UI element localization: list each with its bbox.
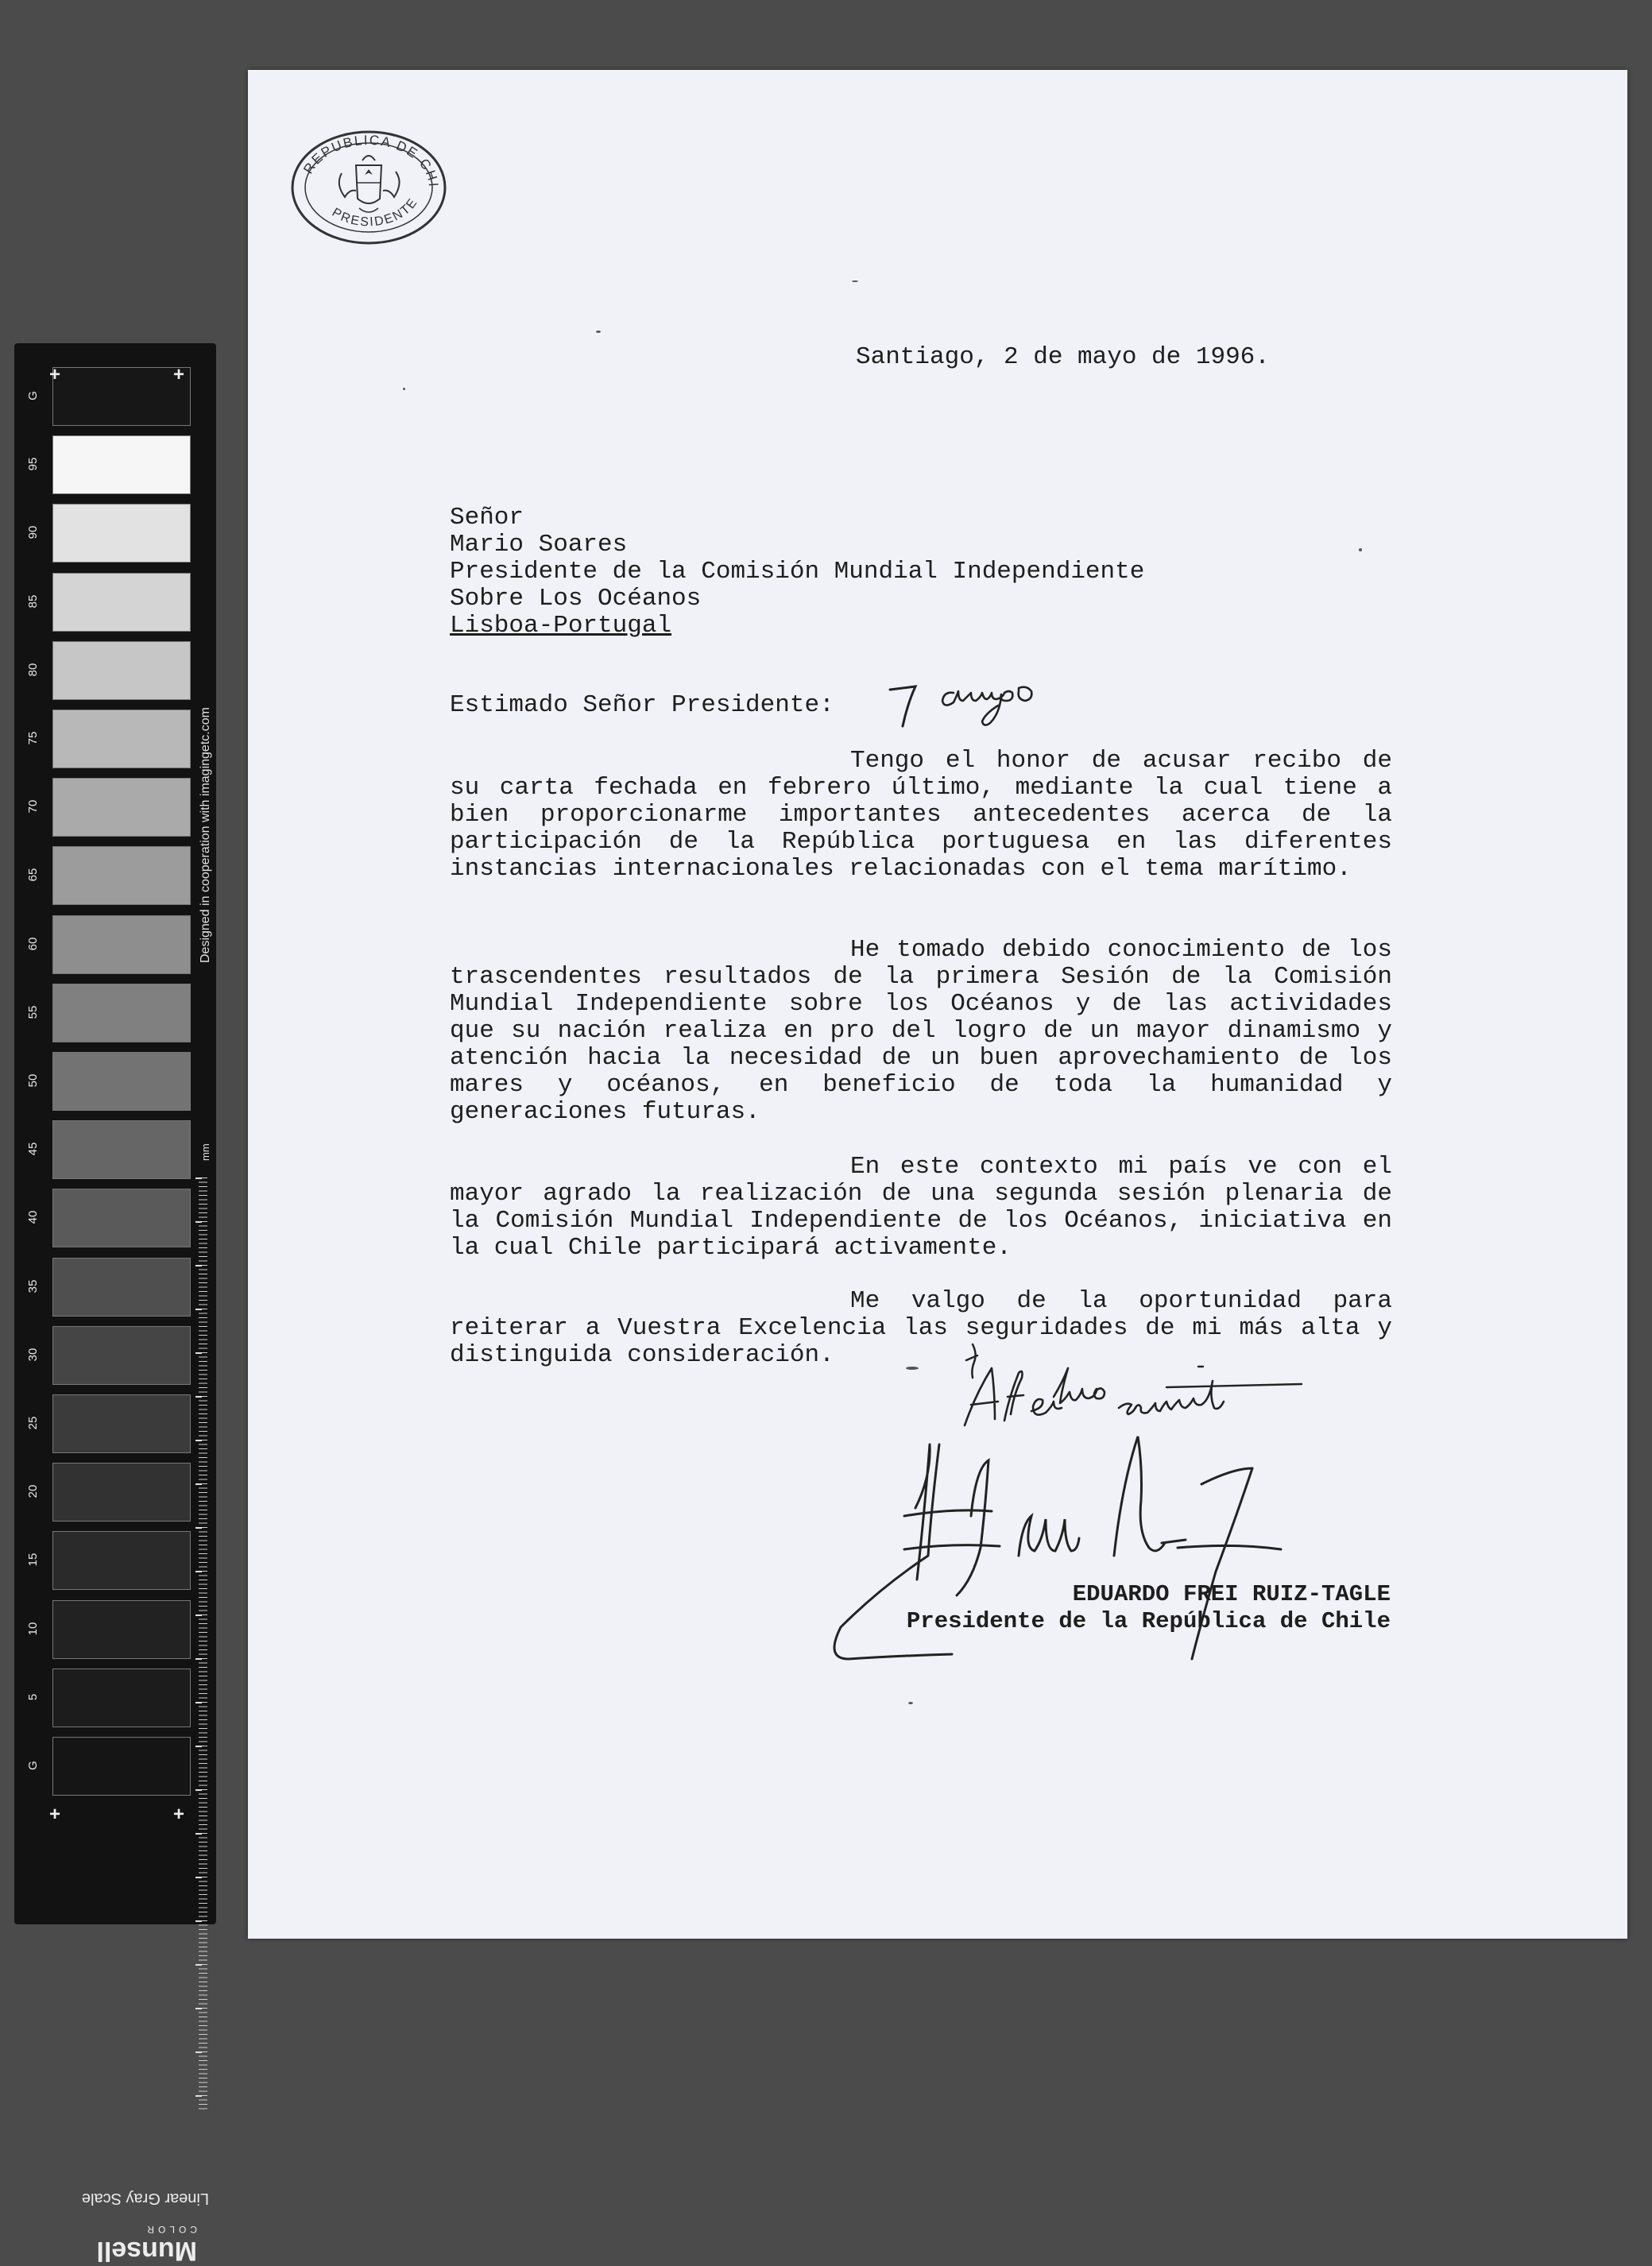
svg-text:PRESIDENTE: PRESIDENTE xyxy=(329,195,421,230)
gray-patch xyxy=(52,1394,191,1453)
presidential-seal xyxy=(286,126,453,253)
gray-patch-label: 45 xyxy=(26,1142,40,1156)
body-paragraph: Me valgo de la oportunidad para reiterar a Vuestra Excelencia las seguridades de mi más alta y distinguida consideración. xyxy=(450,1287,1392,1369)
paper-mark xyxy=(596,331,601,333)
gray-patch xyxy=(52,1600,191,1659)
gray-patch xyxy=(52,1120,191,1179)
gray-patch xyxy=(52,435,191,494)
gray-patch-label: 90 xyxy=(26,526,40,539)
brand-name: Munsell xyxy=(96,2236,197,2266)
address-line: Mario Soares xyxy=(450,531,628,559)
gray-patch xyxy=(52,1463,191,1522)
registration-mark: + xyxy=(173,364,185,385)
gray-patch-label: 70 xyxy=(26,799,40,814)
gray-patch xyxy=(52,1669,191,1727)
gray-patch xyxy=(52,846,191,905)
letter-sheet xyxy=(248,70,1627,1939)
gray-patch xyxy=(52,641,191,700)
address-line: Lisboa-Portugal xyxy=(450,612,672,640)
registration-mark: + xyxy=(173,1804,185,1825)
signature-block xyxy=(847,1581,1391,1635)
gray-patch-label: 95 xyxy=(26,457,40,471)
gray-patch-label: 55 xyxy=(26,1005,40,1019)
gray-patch xyxy=(52,1189,191,1247)
signer-title: Presidente de la República de Chile xyxy=(906,1608,1391,1634)
registration-mark: + xyxy=(49,364,61,385)
gray-patch xyxy=(52,1326,191,1385)
scale-title: Linear Gray Scale xyxy=(81,2190,209,2207)
gray-patch-label: 40 xyxy=(26,1211,40,1224)
signer-name: EDUARDO FREI RUIZ-TAGLE xyxy=(1072,1581,1391,1607)
gray-scale-card xyxy=(14,343,216,2266)
paper-mark xyxy=(403,388,405,390)
paper-mark xyxy=(852,280,858,282)
signature xyxy=(828,1413,1289,1683)
gray-patch xyxy=(52,915,191,974)
seal-icon xyxy=(286,126,453,253)
gray-patch xyxy=(52,573,191,632)
gray-patch xyxy=(52,984,191,1042)
gray-patch xyxy=(52,710,191,768)
gray-patch-label: 5 xyxy=(26,1693,40,1700)
gray-patch xyxy=(52,1052,191,1111)
gray-patch-label: G xyxy=(26,391,40,400)
gray-patch-label: 65 xyxy=(26,868,40,882)
paper-mark xyxy=(908,1702,913,1704)
gray-patch xyxy=(52,1737,191,1796)
gray-patch-label: 80 xyxy=(26,663,40,677)
munsell-logo xyxy=(62,2226,197,2266)
scale-credit: Designed in cooperation with imagingetc.com xyxy=(199,707,212,963)
ruler-unit: mm xyxy=(199,1143,211,1161)
letter-date: Santiago, 2 de mayo de 1996. xyxy=(856,343,1270,371)
gray-patch-label: 30 xyxy=(26,1348,40,1362)
recipient-address xyxy=(450,505,1144,640)
gray-patch-label: 85 xyxy=(26,594,40,608)
body-paragraph: En este contexto mi país ve con el mayor agrado la realización de una segunda sesión plenaria de la Comisión Mundial Independiente de los Océanos, iniciativa en la cual Chile participará activamente. xyxy=(450,1153,1392,1262)
body-paragraph: Tengo el honor de acusar recibo de su carta fechada en febrero último, mediante la cual tiene a bien proporcionarme importantes antecedentes acerca de la participación de la República portuguesa en las diferentes instancias internacionales relacionadas con el tema marítimo. xyxy=(450,747,1392,883)
registration-mark: + xyxy=(49,1804,61,1825)
gray-patch-label: G xyxy=(26,1761,40,1770)
gray-patch-label: 15 xyxy=(26,1553,40,1567)
gray-patch xyxy=(52,1258,191,1317)
address-line: Sobre Los Océanos xyxy=(450,585,702,613)
svg-text:REPUBLICA DE CHILE: REPUBLICA DE CHI xyxy=(300,132,442,189)
gray-patch-label: 35 xyxy=(26,1279,40,1293)
body-paragraph: He tomado debido conocimiento de los trascendentes resultados de la primera Sesión de la Comisión Mundial Independiente sobre los Océanos y de las actividades que su nación realiza en pro del logro de un mayor dinamismo y atención hacia la necesidad de un buen aprovechamiento de los mares y océanos, en beneficio de toda la humanidad y generaciones futuras. xyxy=(450,936,1392,1126)
paper-mark xyxy=(1359,548,1362,551)
gray-patch-label: 50 xyxy=(26,1073,40,1088)
handwritten-addition xyxy=(884,667,1066,731)
gray-patch xyxy=(52,778,191,837)
address-line: Señor xyxy=(450,504,524,532)
gray-patch-label: 60 xyxy=(26,937,40,950)
mm-ruler-major-ticks xyxy=(195,1177,202,2111)
gray-patch-label: 20 xyxy=(26,1484,40,1498)
gray-patch xyxy=(52,367,191,426)
gray-patch-label: 75 xyxy=(26,731,40,745)
salutation: Estimado Señor Presidente: xyxy=(450,691,834,719)
gray-patch-label: 25 xyxy=(26,1416,40,1430)
gray-patch xyxy=(52,504,191,563)
gray-patch xyxy=(52,1531,191,1590)
gray-patch-label: 10 xyxy=(26,1622,40,1635)
address-line: Presidente de la Comisión Mundial Independiente xyxy=(450,558,1145,586)
brand-sub: COLOR xyxy=(143,2224,197,2235)
